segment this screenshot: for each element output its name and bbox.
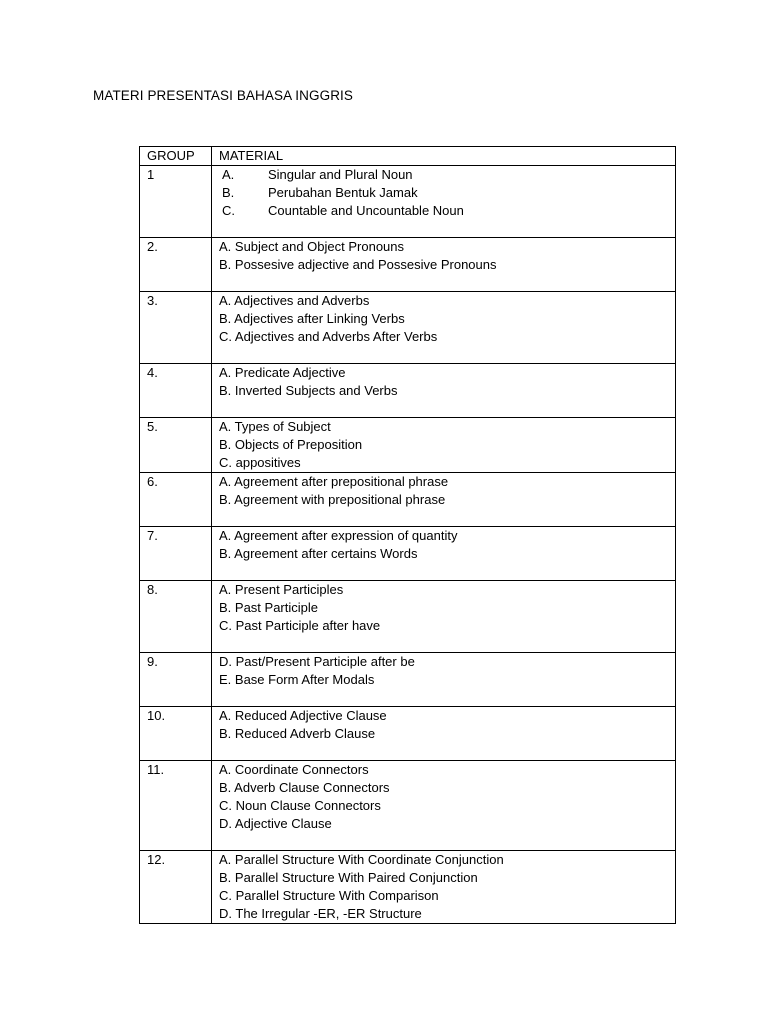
table-row	[140, 851, 676, 924]
table-row	[140, 581, 676, 653]
material-item: A. Predicate Adjective	[219, 365, 346, 380]
group-number-cell: 4.	[140, 364, 212, 418]
group-number-cell: 5.	[140, 418, 212, 473]
material-cell	[212, 473, 676, 527]
material-item-text: Countable and Uncountable Noun	[268, 203, 464, 218]
material-item: B. Objects of Preposition	[219, 437, 363, 452]
table-row	[140, 473, 676, 527]
group-number-cell: 11.	[140, 761, 212, 851]
material-item: B. Past Participle	[219, 600, 318, 615]
material-item: C. appositives	[219, 455, 301, 470]
material-item: A. Types of Subject	[219, 419, 331, 434]
group-number-cell: 9.	[140, 653, 212, 707]
material-item: C. Past Participle after have	[219, 618, 381, 633]
group-number-cell: 12.	[140, 851, 212, 924]
material-item: A. Agreement after prepositional phrase	[219, 474, 449, 489]
material-cell	[212, 653, 676, 707]
material-cell	[212, 292, 676, 364]
material-cell	[212, 418, 676, 473]
material-item-text: Singular and Plural Noun	[268, 167, 413, 182]
material-item: D. Adjective Clause	[219, 816, 332, 831]
material-item: A. Coordinate Connectors	[219, 762, 369, 777]
material-cell	[212, 707, 676, 761]
group-number-cell: 8.	[140, 581, 212, 653]
material-item: B. Adverb Clause Connectors	[219, 780, 390, 795]
material-item: A. Adjectives and Adverbs	[219, 293, 370, 308]
material-item: A. Present Participles	[219, 582, 344, 597]
material-item-text: Perubahan Bentuk Jamak	[268, 185, 418, 200]
material-cell	[212, 527, 676, 581]
material-item-letter: C.	[222, 203, 235, 218]
table-body	[140, 166, 676, 924]
material-item: B. Inverted Subjects and Verbs	[219, 383, 398, 398]
material-item	[219, 184, 675, 202]
table-row	[140, 166, 676, 238]
material-item-letter: B.	[222, 185, 235, 200]
material-item: B. Adjectives after Linking Verbs	[219, 311, 405, 326]
table-row	[140, 418, 676, 473]
material-item: C. Parallel Structure With Comparison	[219, 888, 439, 903]
material-item: D. Past/Present Participle after be	[219, 654, 415, 669]
group-column-header: GROUP	[140, 147, 212, 166]
material-item: B. Agreement after certains Words	[219, 546, 418, 561]
material-item	[219, 166, 675, 184]
material-item: B. Reduced Adverb Clause	[219, 726, 376, 741]
material-cell	[212, 581, 676, 653]
group-number-cell: 6.	[140, 473, 212, 527]
table-row	[140, 364, 676, 418]
material-cell	[212, 761, 676, 851]
table-row	[140, 527, 676, 581]
group-number-cell: 7.	[140, 527, 212, 581]
table-row	[140, 238, 676, 292]
material-item: C. Adjectives and Adverbs After Verbs	[219, 329, 438, 344]
table-row	[140, 761, 676, 851]
material-item: A. Parallel Structure With Coordinate Conjunction	[219, 852, 504, 867]
material-item: B. Agreement with prepositional phrase	[219, 492, 446, 507]
group-number-cell: 1	[140, 166, 212, 238]
group-number-cell: 10.	[140, 707, 212, 761]
material-item: A. Subject and Object Pronouns	[219, 239, 405, 254]
table-row	[140, 653, 676, 707]
material-item: C. Noun Clause Connectors	[219, 798, 381, 813]
material-cell	[212, 238, 676, 292]
material-item: B. Possesive adjective and Possesive Pronouns	[219, 257, 497, 272]
material-cell	[212, 364, 676, 418]
material-table	[139, 146, 676, 924]
material-item-letter: A.	[222, 167, 235, 182]
material-item: D. The Irregular -ER, -ER Structure	[219, 906, 422, 921]
material-item: A. Reduced Adjective Clause	[219, 708, 387, 723]
material-cell	[212, 851, 676, 924]
table-row	[140, 707, 676, 761]
material-item	[219, 202, 675, 220]
table-header-row	[140, 147, 676, 166]
material-item: B. Parallel Structure With Paired Conjunction	[219, 870, 478, 885]
group-number-cell: 3.	[140, 292, 212, 364]
table-row	[140, 292, 676, 364]
material-cell	[212, 166, 676, 238]
material-item: E. Base Form After Modals	[219, 672, 375, 687]
group-number-cell: 2.	[140, 238, 212, 292]
material-item: A. Agreement after expression of quantity	[219, 528, 458, 543]
document-title: MATERI PRESENTASI BAHASA INGGRIS	[93, 88, 354, 103]
material-column-header: MATERIAL	[212, 147, 676, 166]
